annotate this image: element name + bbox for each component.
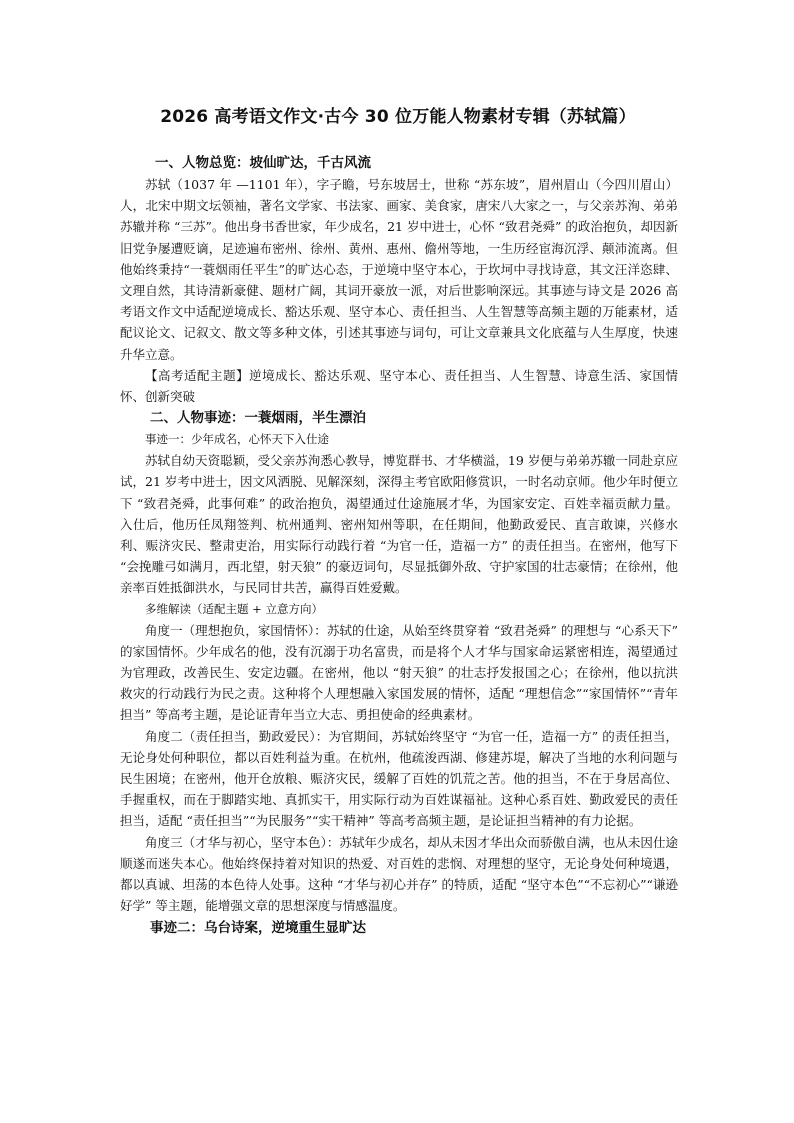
section-heading-overview: 一、人物总览：坡仙旷达，千古风流 — [155, 155, 371, 171]
document-body — [120, 152, 678, 939]
analysis-title: 多维解读（适配主题 + 立意方向） — [145, 601, 323, 616]
analysis-angle-one: 角度一（理想抱负，家国情怀）：苏轼的仕途，从始至终贯穿着 “致君尧舜” 的理想与 “心系天下” 的家国情怀。少年成名的他，没有沉溺于功名富贵，而是将个人才华与国家命运紧密相连，渴望通过为官理政，改善民生、安定边疆。在密州，他以 “射天狼” 的壮志抒发报国之心；在徐州，他以抗洪救灾的行动践行为民之责。这种将个人理想融入家国发展的情怀，适配 “理想信念”“家国情怀”“青年担当” 等高考主题，是论证青年当立大志、勇担使命的经典素材。 — [120, 622, 678, 723]
themes-paragraph: 【高考适配主题】逆境成长、豁达乐观、坚守本心、责任担当、人生智慧、诗意生活、家国情怀、创新突破 — [120, 367, 678, 405]
deed-one-title: 事迹一：少年成名，心怀天下入仕途 — [145, 432, 329, 447]
section-heading-deeds: 二、人物事迹：一蓑烟雨，半生漂泊 — [150, 410, 366, 427]
document-title: 2026 高考语文作文·古今 30 位万能人物素材专辑（苏轼篇） — [160, 107, 636, 127]
overview-paragraph: 苏轼（1037 年 —1101 年），字子瞻，号东坡居士，世称 “苏东坡”，眉州眉山（今四川眉山）人，北宋中期文坛领袖，著名文学家、书法家、画家、美食家，唐宋八大家之一，与父亲苏洵、弟弟苏辙并称 “三苏”。他出身书香世家，年少成名，21 岁中进士，心怀 “致君尧舜” 的政治抱负，却因新旧党争屡遭贬谪，足迹遍布密州、徐州、黄州、惠州、儋州等地，一生历经宦海沉浮、颠沛流离。但他始终秉持“一蓑烟雨任平生”的旷达心态，于逆境中坚守本心，于坎坷中寻找诗意，其文汪洋恣肆、文理自然，其诗清新豪健、题材广阔，其词开豪放一派，对后世影响深远。其事迹与诗文是 2026 高考语文作文中适配逆境成长、豁达乐观、坚守本心、责任担当、人生智慧等高频主题的万能素材，适配议论文、记叙文、散文等多种文体，引述其事迹与词句，可让文章兼具文化底蕴与人生厚度，快速升华立意。 — [120, 177, 678, 362]
deed-two-heading: 事迹二：乌台诗案，逆境重生显旷达 — [150, 919, 366, 936]
analysis-angle-three: 角度三（才华与初心，坚守本色）：苏轼年少成名，却从未因才华出众而骄傲自满，也从未因仕途顺遂而迷失本心。他始终保持着对知识的热爱、对百姓的悲悯、对理想的坚守，无论身处何种境遇，都以真诚、坦荡的本色待人处事。这种 “才华与初心并存” 的特质，适配 “坚守本色”“不忘初心”“谦逊好学” 等主题，能增强文章的思想深度与情感温度。 — [120, 834, 678, 914]
deed-one-paragraph: 苏轼自幼天资聪颖，受父亲苏洵悉心教导，博览群书、才华横溢，19 岁便与弟弟苏辙一同赴京应试，21 岁考中进士，因文风洒脱、见解深刻，深得主考官欧阳修赏识，一时名动京师。他少年时便立下 “致君尧舜，此事何难” 的政治抱负，渴望通过仕途施展才华，为国家安定、百姓幸福贡献力量。入仕后，他历任凤翔签判、杭州通判、密州知州等职，在任期间，他勤政爱民、直言敢谏，兴修水利、赈济灾民、整肃吏治，用实际行动践行着 “为官一任，造福一方” 的责任担当。在密州，他写下 “会挽雕弓如满月，西北望，射天狼” 的豪迈词句，尽显抵御外敌、守护家国的壮志豪情；在徐州，他亲率百姓抵御洪水，与民同甘共苦，赢得百姓爱戴。 — [120, 453, 678, 596]
analysis-angle-two: 角度二（责任担当，勤政爱民）：为官期间，苏轼始终坚守 “为官一任，造福一方” 的责任担当，无论身处何种职位，都以百姓利益为重。在杭州，他疏浚西湖、修建苏堤，解决了当地的水利问题与民生困境；在密州，他开仓放粮、赈济灾民，缓解了百姓的饥荒之苦。他的担当，不在于身居高位、手握重权，而在于脚踏实地、真抓实干，用实际行动为百姓谋福祉。这种心系百姓、勤政爱民的责任担当，适配 “责任担当”“为民服务”“实干精神” 等高考高频主题，是论证担当精神的有力论据。 — [120, 728, 678, 829]
